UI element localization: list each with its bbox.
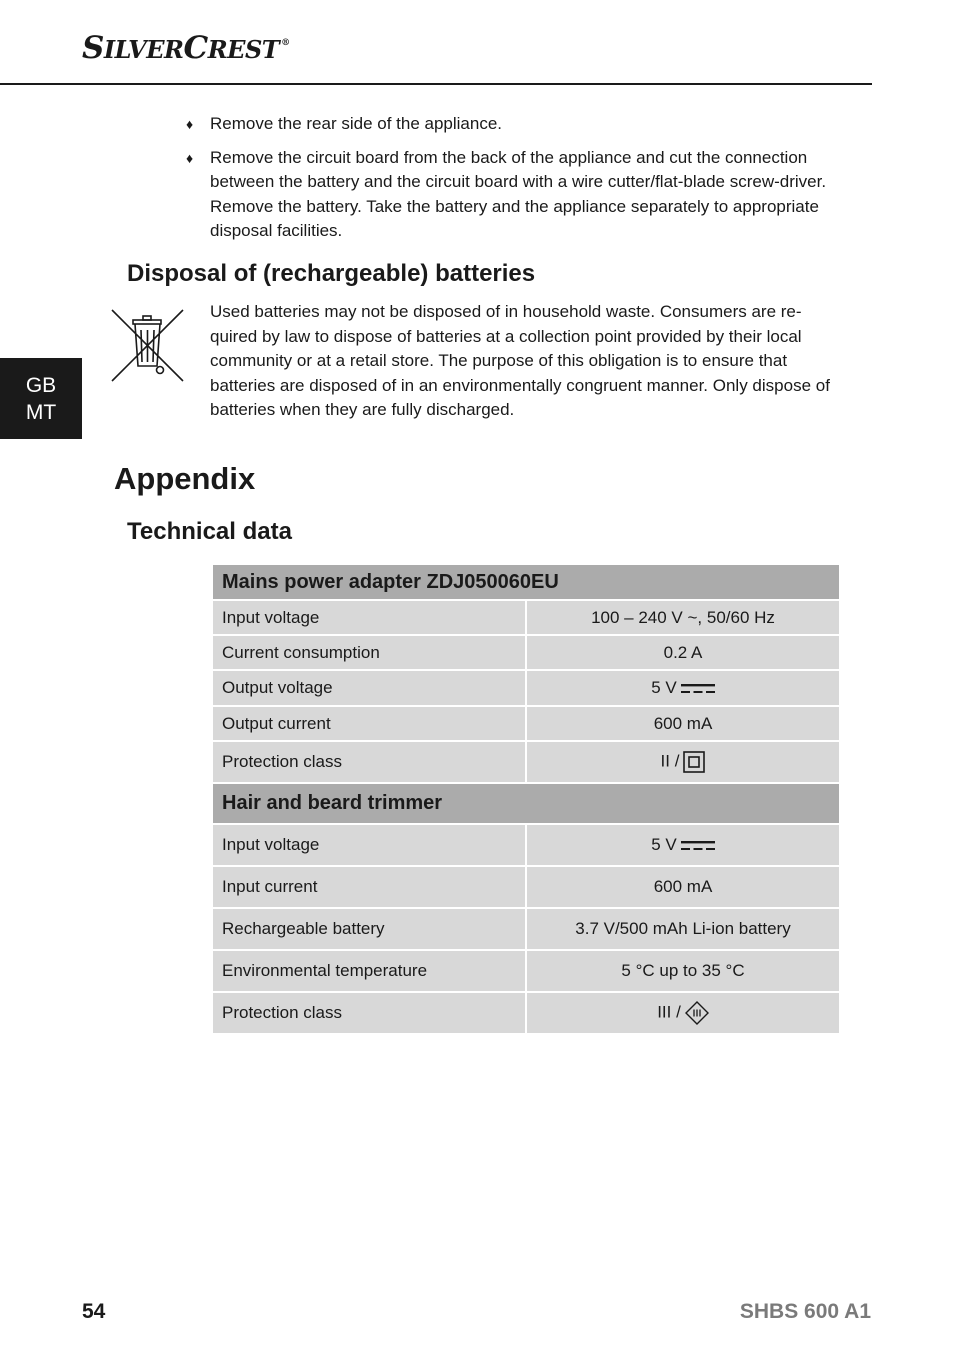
row-label: Output current	[212, 706, 526, 741]
row-value: 5 °C up to 35 °C	[526, 950, 840, 992]
diamond-bullet-icon: ♦	[186, 149, 194, 166]
dc-current-icon	[681, 840, 715, 852]
list-item	[184, 146, 834, 244]
protection-class-3-icon	[685, 1001, 709, 1025]
diamond-bullet-icon: ♦	[186, 116, 194, 132]
row-value: 3.7 V/500 mAh Li-ion battery	[526, 908, 840, 950]
list-item	[184, 112, 834, 137]
instruction-list	[184, 112, 834, 253]
page-title: Appendix	[114, 461, 256, 496]
table-row	[212, 706, 840, 741]
language-tab	[0, 358, 82, 439]
crossed-out-wheelie-bin-icon	[110, 308, 185, 383]
row-value: 5 V	[526, 670, 840, 706]
row-label: Protection class	[212, 992, 526, 1034]
page-number: 54	[82, 1300, 106, 1323]
row-value: 600 mA	[526, 706, 840, 741]
row-label: Protection class	[212, 741, 526, 783]
row-value: 600 mA	[526, 866, 840, 908]
row-value: II /	[526, 741, 840, 783]
list-item-text: Remove the rear side of the appliance.	[210, 114, 503, 133]
table-row	[212, 824, 840, 866]
row-value: 100 – 240 V ~, 50/60 Hz	[526, 600, 840, 635]
table-row	[212, 866, 840, 908]
disposal-paragraph: Used batteries may not be disposed of in household waste. Consumers are re-quired by law to dispose of batteries at a collection point provided by their local community or at a retail store. The purpose of this obligation is to ensure that batteries are disposed of in an environmentally congruent manner. Only dispose of batteries when they are fully discharged.	[210, 302, 830, 419]
table-row	[212, 635, 840, 670]
brand-logo: SILVERCREST ®	[82, 30, 290, 66]
row-label: Rechargeable battery	[212, 908, 526, 950]
table-row	[212, 741, 840, 783]
row-label: Environmental temperature	[212, 950, 526, 992]
section-heading: Disposal of (rechargeable) batteries	[127, 260, 536, 287]
table-row	[212, 670, 840, 706]
protection-class-2-icon	[683, 751, 705, 773]
table-row	[212, 992, 840, 1034]
language-code: MT	[25, 400, 57, 424]
technical-data-table	[211, 563, 841, 1035]
table-row	[212, 908, 840, 950]
row-value: III /	[526, 992, 840, 1034]
row-value: 5 V	[526, 824, 840, 866]
table-section-header	[212, 783, 840, 824]
section-heading: Technical data	[127, 518, 292, 545]
list-item-text: Remove the circuit board from the back of the appliance and cut the connection between the battery and the circuit board with a wire cutter/flat-blade screw-driver. Remove the battery. Take the battery and the appliance separately to appropriate disposal facilities.	[210, 147, 827, 240]
table-section-header	[212, 564, 840, 600]
row-label: Current consumption	[212, 635, 526, 670]
model-number: SHBS 600 A1	[739, 1300, 871, 1323]
table-row	[212, 600, 840, 635]
row-label: Input voltage	[212, 600, 526, 635]
section-title: Hair and beard trimmer	[212, 783, 840, 824]
dc-current-icon	[681, 683, 715, 695]
row-label: Output voltage	[212, 670, 526, 706]
row-value: 0.2 A	[526, 635, 840, 670]
section-title: Mains power adapter ZDJ050060EU	[212, 564, 840, 600]
row-label: Input voltage	[212, 824, 526, 866]
header-rule	[0, 83, 872, 85]
table-row	[212, 950, 840, 992]
language-code: GB	[25, 373, 57, 397]
row-label: Input current	[212, 866, 526, 908]
